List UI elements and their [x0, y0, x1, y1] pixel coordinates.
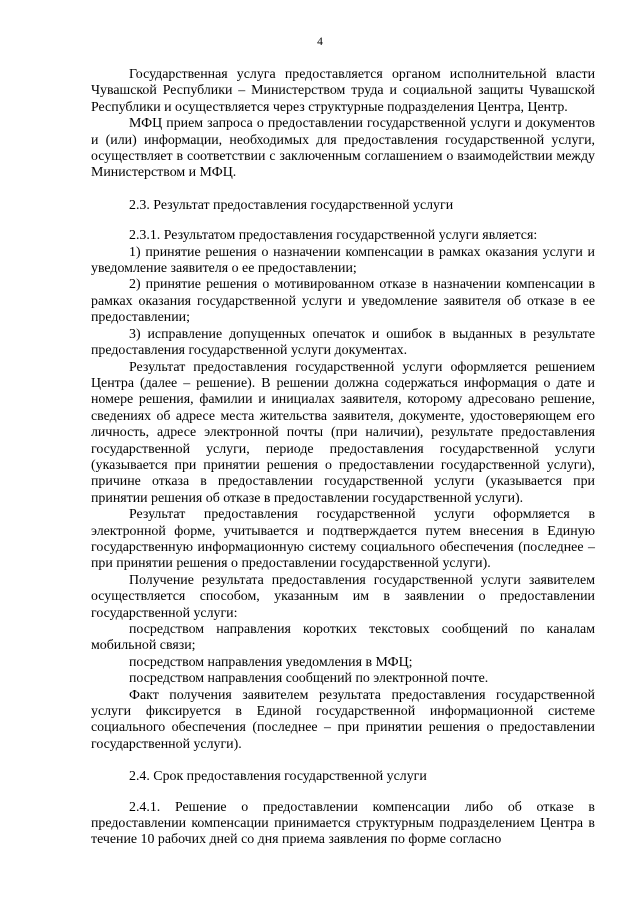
paragraph-receiving-result: Получение результата предоставления государственной услуги заявителем осуществляется способом, указанным им в заявлении о предоставлении государственной услуги: [91, 572, 595, 621]
document-body [91, 67, 595, 849]
list-item-email: посредством направления сообщений по электронной почте. [129, 671, 489, 687]
paragraph-decision-content: Результат предоставления государственной услуги оформляется решением Центра (далее – решение). В решении должна содержаться информация о дате и номере решения, фамилии и инициалах заявителя, которому адресовано решение, сведениях об адресе места жительства заявителя, документе, удостоверяющем его личность, адресе электронной почты (при наличии), результате предоставления государственной услуги, периоде предоставления государственной услуги (указывается при принятии решения о предоставлении государственной услуги), причине отказа в предоставлении государственной услуги (указывается при принятии решения об отказе в предоставлении государственной услуги). [91, 359, 595, 506]
paragraph-2-3-1: 2.3.1. Результатом предоставления государственной услуги является: [129, 228, 538, 244]
list-item-result-1: 1) принятие решения о назначении компенсации в рамках оказания услуги и уведомление заявителя о ее предоставлении; [91, 244, 595, 277]
paragraph-electronic-form: Результат предоставления государственной услуги оформляется в электронной форме, учитывается и подтверждается путем внесения в Единую государственную информационную систему социального обеспечения (последнее – при принятии решения о предоставлении государственной услуги). [91, 507, 595, 572]
paragraph-authority: Государственная услуга предоставляется органом исполнительной власти Чувашской Республики – Министерством труда и социальной защиты Чувашской Республики и осуществляется через структурные подразделения Центра, Центр. [91, 67, 595, 115]
list-item-sms: посредством направления коротких текстовых сообщений по каналам мобильной связи; [91, 622, 595, 654]
list-item-mfc: посредством направления уведомления в МФЦ; [129, 654, 413, 670]
section-heading-2-4: 2.4. Срок предоставления государственной услуги [129, 769, 427, 785]
list-item-result-3: 3) исправление допущенных опечаток и ошибок в выданных в результате предоставления государственной услуги документах. [91, 326, 595, 359]
paragraph-2-4-1: 2.4.1. Решение о предоставлении компенсации либо об отказе в предоставлении компенсации принимается структурным подразделением Центра в течение 10 рабочих дней со дня приема заявления по форме согласно [91, 799, 595, 848]
page-number: 4 [317, 36, 323, 48]
paragraph-mfc: МФЦ прием запроса о предоставлении государственной услуги и документов и (или) информации, необходимых для предоставления государственной услуги, осуществляет в соответствии с заключенным соглашением о взаимодействии между Министерством и МФЦ. [91, 116, 595, 181]
section-heading-2-3: 2.3. Результат предоставления государственной услуги [129, 197, 454, 213]
paragraph-fact-of-receipt: Факт получения заявителем результата предоставления государственной услуги фиксируется в Единой государственной информационной системе социального обеспечения (последнее – при принятии решения о предоставлении государственной услуги). [91, 687, 595, 752]
list-item-result-2: 2) принятие решения о мотивированном отказе в назначении компенсации в рамках оказания государственной услуги и уведомление заявителя об отказе в ее предоставлении; [91, 277, 595, 326]
